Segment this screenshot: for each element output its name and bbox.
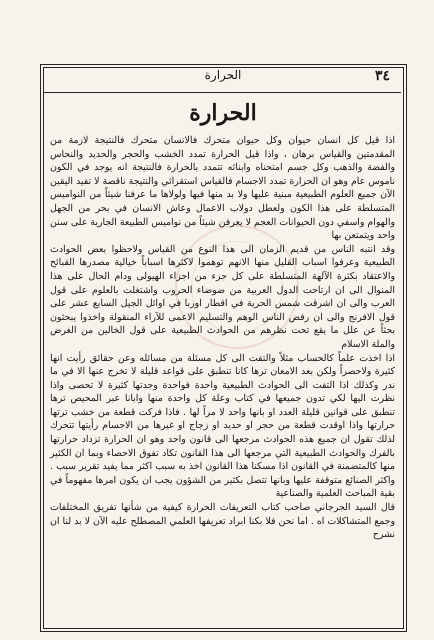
page-number: ٣٤ — [374, 68, 390, 84]
paragraph: وقد انتبه الناس من قديم الزمان الى هذا النوع من القياس ولاحظوا بعض الحوادث الطبيعية وعرفوا اسباب القليل منها الانهم توهموا لاكثرها اسباباً خيالية مصدرها القبائح والاعتقاد بكثرة الآلهة المتسلطة على كل جزء من اجزاء الهيولى ودام الحال على هذا المنوال الى ان ارتاحت الدول العربية من ضوضاء الحروب واشتغلت بالعلوم على قول العرب والى ان اشرقت شمس الحرية في اقطار اوربا في اوائل الجيل السابع عشر على قول الافرنج والى ان رفض الناس الوهم والتسليم الاعمى للآراء المنقولة واخذوا يبحثون بحثاً عن علل ما يقع تحت نظرهم من الحوادث الطبيعية على قول الخالين من الغرض والملة الاسلام — [50, 243, 395, 350]
page-header — [48, 68, 398, 88]
chapter-title: الحرارة — [189, 100, 257, 126]
paragraph: اذا اخذت علماً كالحساب مثلاً والتفت الى كل مسئلة من مسائله وعن حقائق رأيت انها كثيرة ولاحصراً ولكن بعد الامعان ترها كانا تنطبق على قواعد قليلة لا تخرج عنها الا في ما ندر وكذلك اذا التفت الى الحوادث الطبيعية واحدة فواحدة وجدتها كثيرة لا تحصى واذا نظرت اليها لكي تدون جميعها في كتاب وعلة كل واحدة منها وابانا عبر المحيص ترها تنطبق على قوانين قليلة العدد او بانها واحد لا مراً لها . فاذا فركت قطعة من خشب ترتها حرارتها واذا اوقدت قطعة من حجر او حديد او زجاج او غيرها من الاجسام رأيتها تتحرك لذلك تقول ان جميع هذه الحوادث مرجعها الى قانون واحد وهو ان الحرارة تزداد حرارتها بالفرك والحوادث الطبيعية التي مرجعها الى هذا القانون تكاد تفوق الاحصاء وبما ان الكثير منها كالمتضمنة في القانون اذا مسكنا هذا القانون اخذ به سبب اكثر مما يفيد تقرير سبب . واكثر الصنائع متوقفة عليها وبانها تتصل بكثير من الشؤون يجب ان يكون امرها مفهوماً في بقية المباحث العلمية والصناعية — [50, 352, 395, 500]
running-title: الحرارة — [204, 68, 242, 82]
paragraph: قال السيد الجرجاني صاحب كتاب التعريفات الحرارة كيفية من شأنها تفريق المختلفات وجمع المتشاكلات اه . اما نحن فلا بكنا ابراد تعريفها العلمي المصطلح عليه الآن لا بد لنا ان نشرح — [50, 502, 395, 541]
header-divider — [44, 92, 401, 93]
body-text — [50, 134, 395, 542]
paragraph: اذا قيل كل انسان حيوان وكل حيوان متحرك فالانسان متحرك فالنتيجة لازمة من المقدمتين والقياس برهان ، واذا قيل الحرارة تمدد الخشب والحجر والحديد والنحاس والفضة والذهب وكل جسم امتحناه وابنائه تتمدد بالحرارة فالنتيجة انه يوجد في الكون ناموس عام وهو ان الحرارة تمدد الاجسام فالقياس استقرائي والنتيجة ناقصة لا تفيد اليقين الآن جميع العلوم الطبيعية مبنية عليها ولا بد منها فيها ولولاها ما عرفنا شيئاً من النواميس المتسلطة على هذا الكون ولعطل دولاب الاعمال وعاش الانسان في بحر من الجهل والهوام واسفي دون الحيوانات العجم لا يعرفن شيئاً من نواميس الطبيعة الجارية على سنن واحد ويتمتعن بها — [50, 135, 395, 242]
